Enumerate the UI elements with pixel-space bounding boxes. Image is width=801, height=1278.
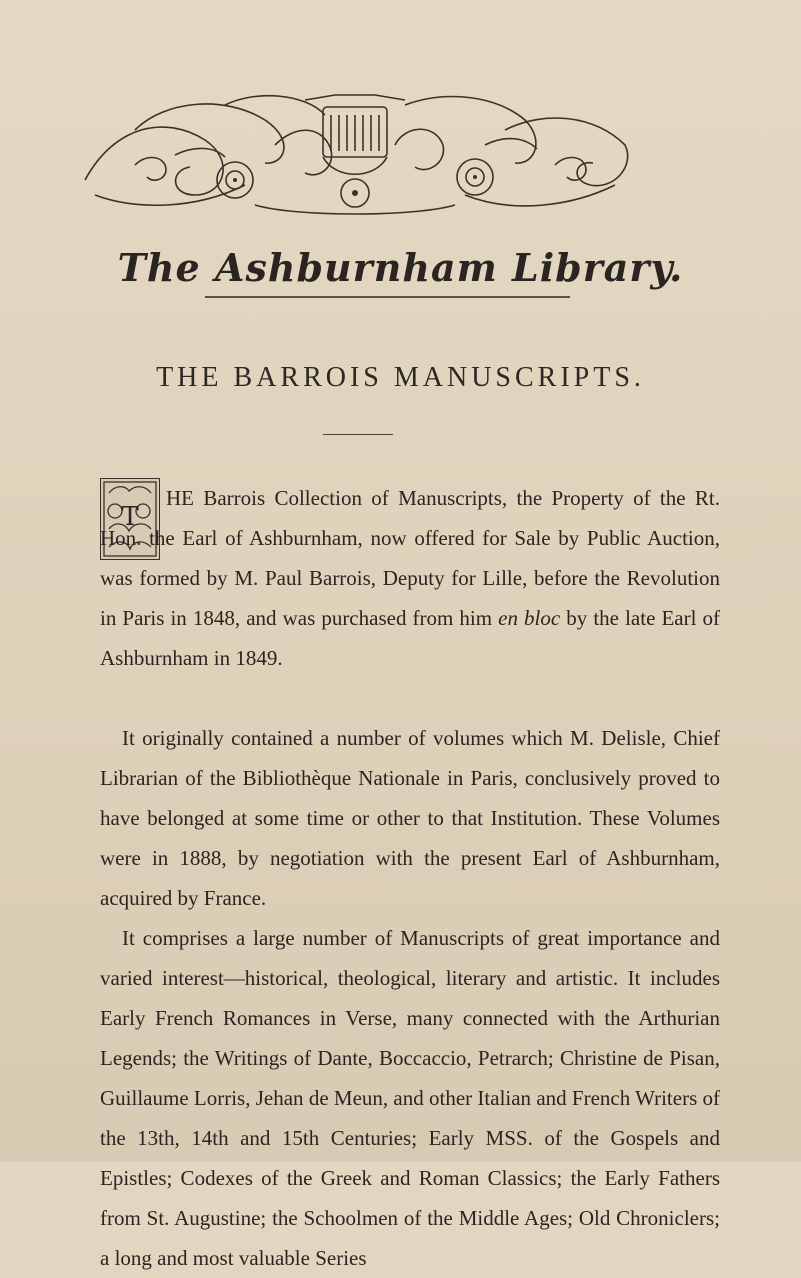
dropcap-letter: T <box>121 502 139 532</box>
paragraph-1 <box>100 478 720 678</box>
paragraph-1-part-1: HE Barrois Collection of Manuscripts, the Property of the Rt. Hon. the Earl of Ashburnham, now offered for Sale by Public Auction, was formed by M. Paul Barrois, Deputy for Lille, before the Revolution in Paris in 1848, and was purchased from him <box>100 486 720 630</box>
library-title: The Ashburnham Library. <box>117 245 684 290</box>
paragraph-1-part-2: by the late Earl of Ashburnham in 1849. <box>100 606 720 670</box>
divider-rule <box>323 434 393 435</box>
paragraph-2: It originally contained a number of volumes which M. Delisle, Chief Librarian of the Bibliothèque Nationale in Paris, conclusively proved to have belonged at some time or other to that Institution. These Volumes were in 1888, by negotiation with the present Earl of Ashburnham, acquired by France. <box>100 726 720 910</box>
paragraph-1-italic: en bloc <box>498 606 561 630</box>
document-heading: THE BARROIS MANUSCRIPTS. <box>156 362 645 393</box>
paragraph-3: It comprises a large number of Manuscripts of great importance and varied interest—historical, theological, literary and artistic. It includes Early French Romances in Verse, many connected with the Arthurian Legends; the Writings of Dante, Boccaccio, Petrarch; Christine de Pisan, Guillaume Lorris, Jehan de Meun, and other Italian and French Writers of the 13th, 14th and 15th Centuries; Early MSS. of the Gospels and Epistles; Codexes of the Greek and Roman Classics; the Early Fathers from St. Augustine; the Schoolmen of the Middle Ages; Old Chroniclers; a long and most valuable Series <box>100 926 720 1270</box>
decorative-headpiece-ornament <box>75 85 635 220</box>
title-underline <box>205 296 570 298</box>
